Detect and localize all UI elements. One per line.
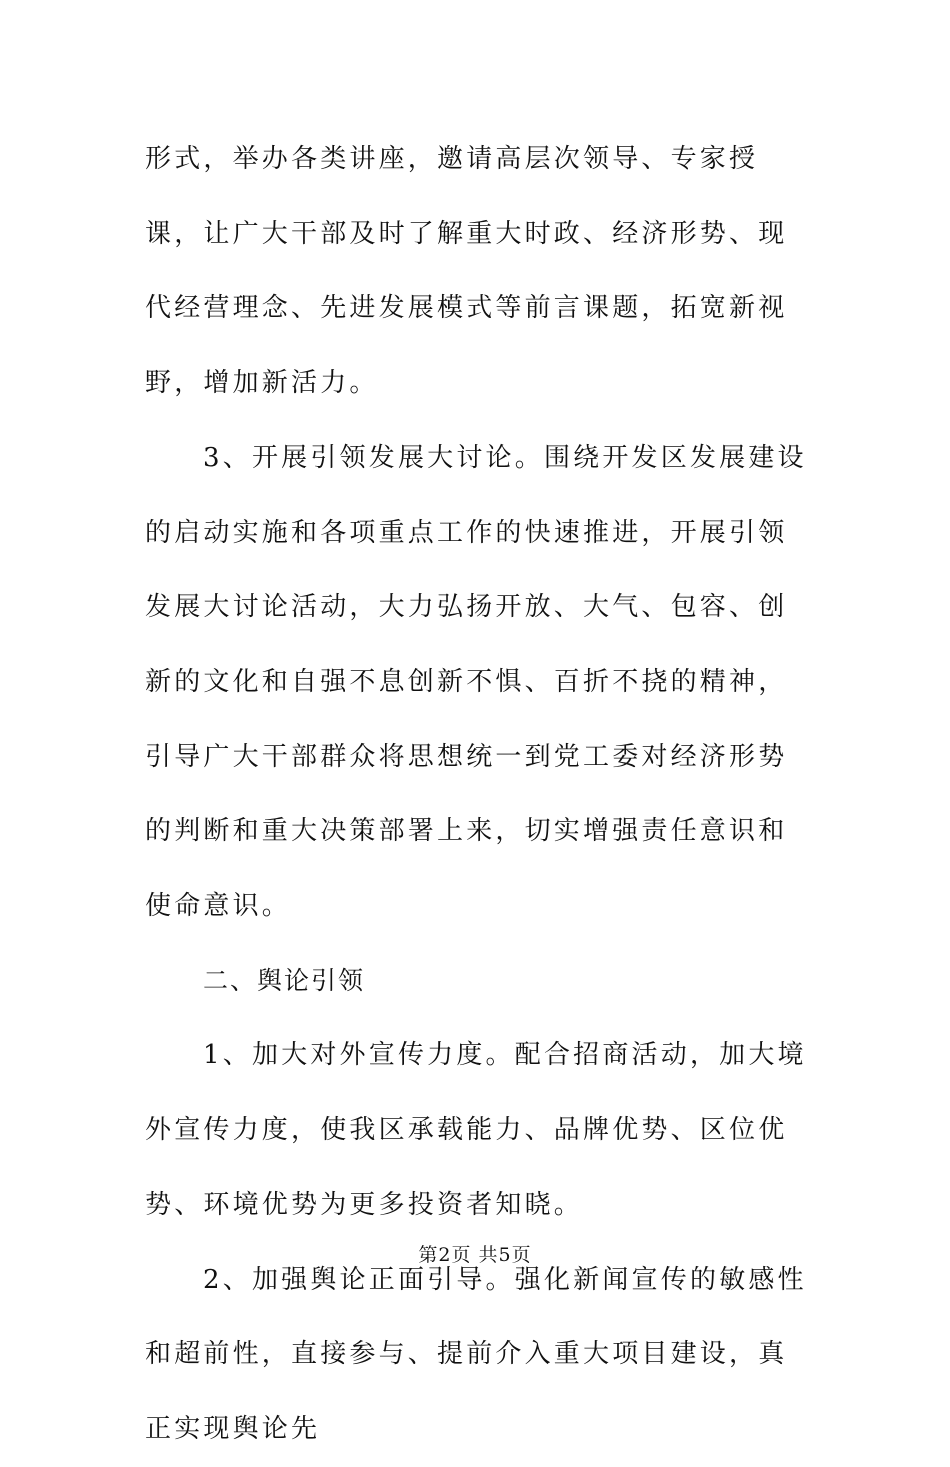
- section-heading: 二、舆论引领: [203, 965, 366, 995]
- paragraph-item-3: 3、开展引领发展大讨论。围绕开发区发展建设的启动实施和各项重点工作的快速推进，开展引领发展大讨论活动，大力弘扬开放、大气、包容、创新的文化和自强不息创新不惧、百折不挠的精神，引导广大干部群众将思想统一到党工委对经济形势的判断和重大决策部署上来，切实增强责任意识和使命意识。: [145, 442, 807, 922]
- paragraph-item-2: 2、加强舆论正面引导。强化新闻宣传的敏感性和超前性，直接参与、提前介入重大项目建设，真正实现舆论先: [145, 1264, 807, 1444]
- paragraph-continuation: 形式，举办各类讲座，邀请高层次领导、专家授课，让广大干部及时了解重大时政、经济形势、现代经营理念、先进发展模式等前言课题，拓宽新视野，增加新活力。: [145, 144, 788, 399]
- page-footer: 第2页 共5页: [418, 1244, 532, 1266]
- paragraph-item-1: 1、加大对外宣传力度。配合招商活动，加大境外宣传力度，使我区承载能力、品牌优势、区位优势、环境优势为更多投资者知晓。: [145, 1040, 807, 1220]
